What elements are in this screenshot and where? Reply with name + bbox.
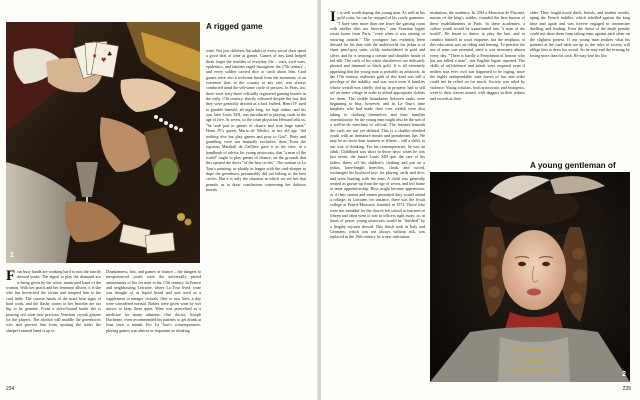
right-column-3 xyxy=(530,10,630,150)
right-column-1 xyxy=(330,10,425,382)
right-col1-text: t is well worth doping this young man. As well as his gold coins, he can be stripped of his costly garments. "I have seen more than one leave the gaming room with neither shirt nor breeches," one Venetian legate wrote home from Paris, "even when it was raining or snowing outside." The youngster has evidently been dressed for his date with the underworld: his jerkin is of sheer pearl-grey satin, richly embroidered in gold and silver, and he is wearing a cravate and shoulder bands of red silk. The cuffs of his white shirtsleeves are delicately pleated and trimmed in black gold. It is all extremely appealing that the young man is probably an aristocrat. In the 17th century, elaborate garb of this kind was still a privilege of the nobility, and was worn even if families whose wealth was chiefly tied up in property had to sell off an entire village in order to afford appropriate clothes for them. The visible boundaries between ranks were beginning to blur, however, and in La Tour's time burghers who had made their own wealth were also taking to clothing themselves and their families ostentatiously. So the young man might also be the son of a well-to-do merchant or official. The features beneath the curls are not yet defined. This is a chubby-cheeked youth with an immature mouth and protuberant lips. He may be no more than fourteen or fifteen – still a child, to our way of thinking. For his contemporaries, he was an adult. Childhood was short in those days: when he was just seven, the future Louis XIII quit the care of his ladies, threw off his children's clothing and put on a jerkin, knee-length breeches, cloak, and sword, exchanged his boyhood toys for playing cards and dice, and went hunting with the men. A child was generally treated as grown-up from the age of seven, and left home to enter apprenticeship. Boys might become apprentices, or if their station and means permitted they would attend a college; in Lorraine, for instance, there was the Jesuit college at Pont-à-Mousson, founded in 1572. Those who were not intended for the church left school at fourteen or fifteen and often went to war as officers right away; or, in times of peace, young aristocrats would be "finished" by a lengthy sojourn abroad. This finish took in Italy and Germany, which was not always without risk, was replaced in the 19th century by a new institution, xyxy=(330,10,425,240)
left-col2-text: Drunkenness, lust, and games of chance – the dangers to inexperienced youth were the universally prized amusements of life for men in the 17th century. In France and neighbouring Lorraine, where La Tour lived, wine was thought of as liquid bread and was used as a supplement to meagre victuals. One or two litres a day were considered normal. Babies were given wine by wet nurses to keep them quiet. Wine was prescribed as a medicine for many ailments. One doctor, Joseph Duchesne, even recommended his patients to get drunk at least once a month. For La Tour's contemporaries, playing games was almost as important as drinking xyxy=(106,269,201,333)
left-col1-text: our busy hands are working hard to ruin the fancily dressed youth. The signal to play the diamond ace is being given by the white, manicured hand of the woman. With her pearls and her feminine allures, it is she who has bewitched the victim and tempted him to the card table. The coarser hands of the maid bear signs of hard work, and the flashy stones in her bracelet are too big to be genuine. From a straw-bound bottle she is pouring red wine into precious Venetian crystal glasses for the players. The alcohol will muddle the greenhorn's wits and prevent him from spotting the tricks the sharper's tanned hand is up to. xyxy=(6,269,101,333)
right-column-2 xyxy=(430,10,525,170)
left-page xyxy=(0,0,319,400)
left-sidebar-column xyxy=(206,48,306,356)
svg-text:♣: ♣ xyxy=(107,51,113,58)
svg-text:♦: ♦ xyxy=(92,53,98,60)
right-heading: A young gentleman of xyxy=(530,161,616,170)
painting-detail-young-gentleman xyxy=(430,172,630,382)
right-col2-text: institution, the academy. In 1594 a Monsieur de Pluvinel, master of the king's stables, founded the best-known of these establishments in Paris. In these academies, a callow youth would be transformed into "a man of the world". He learnt to dance, to play the lute, and to conduct himself in court etiquette; but the emphasis of this education was on riding and fencing. To practise the use of arms was essential, since it was necessary almost every day. "There is hardly a Frenchman of honour who has not killed a man", one English legate reported. The skills of self-defence and attack were required even if neither was ever civil war happened to be raging, since the highly undependable state forces of law and order could not be relied on for much. Society was ruled by violence. Young scholars, both aristocratic and bourgeois, went to their classes armed, with daggers in their jerkins and swords at their xyxy=(430,10,525,101)
right-page xyxy=(321,0,640,400)
left-folio: 234 xyxy=(6,386,15,392)
left-column-2 xyxy=(106,269,201,382)
photo-number: 1 xyxy=(10,252,14,259)
left-heading: A rigged game xyxy=(206,22,263,31)
svg-text:♥: ♥ xyxy=(101,57,107,64)
painting-hands-cards-image xyxy=(6,22,200,263)
photo-number: 2 xyxy=(622,371,626,378)
right-folio: 235 xyxy=(622,386,631,392)
right-dropcap: I xyxy=(330,10,336,25)
left-column-1 xyxy=(6,269,101,382)
left-sidebar-text: wine. Not just children, but adults of every social class spent a good deal of time at games. Games of any kind helped them forget the troubles of everyday life – wars, civil wars, epidemics, and famines raged throughout the 17th century – and every soldier carried dice or cards about him. Card games were also a welcome break from the monotony of an existence that, in the country at any rate, was always conducted amid the self-same circle of persons. In Paris, too, there were forty-three officially registered gaming houses in the early 17th century, shortly tolerated despite the fact that they were generally decried as a bait. Indeed, Henri IV used to gamble himself, all night long, for high stakes, and his son, later Louis XIII, was introduced to playing cards at the age of five. At seven, so the court physician Héroard tells us, "he took part in games of chance and won large sums." Henri IV's queen, Maria de' Medici, in her old age "did nothing else but play games and pray to God". Piety and gambling were not mutually exclusive, then. Even the rigorous Marshall de Caillière gave it as his view, in a handbook of advice for young aristocrats, that "a man of the world" ought to play games of chance, on the grounds that this opened the doors "of the best circles". The woman in La Tour's painting, so plainly in league with the card-sharper to dupe the greenhorn, presumably did not belong to the best circles. But it is only the situation in which we see her that permits us to draw conclusions concerning her dubious morals. xyxy=(206,48,306,192)
left-dropcap: F xyxy=(6,269,16,284)
painting-detail-hands-cards xyxy=(6,22,200,263)
painting-young-gentleman-image xyxy=(430,172,630,382)
right-col3-text: sides. They fought mock duels, brawls, and student revolts, aping the French nobility, which rebelled against the king time and again and was forever engaged in internecine duelling and feuding. Even the threat of the death penalty could not deter them from taking arms against each other on the slightest pretext. If our young man realizes what his partners at the card table are up to, the rules of society will oblige him to draw his sword. So he may end the evening by losing more than his cash. He may lose his life. xyxy=(530,10,630,58)
